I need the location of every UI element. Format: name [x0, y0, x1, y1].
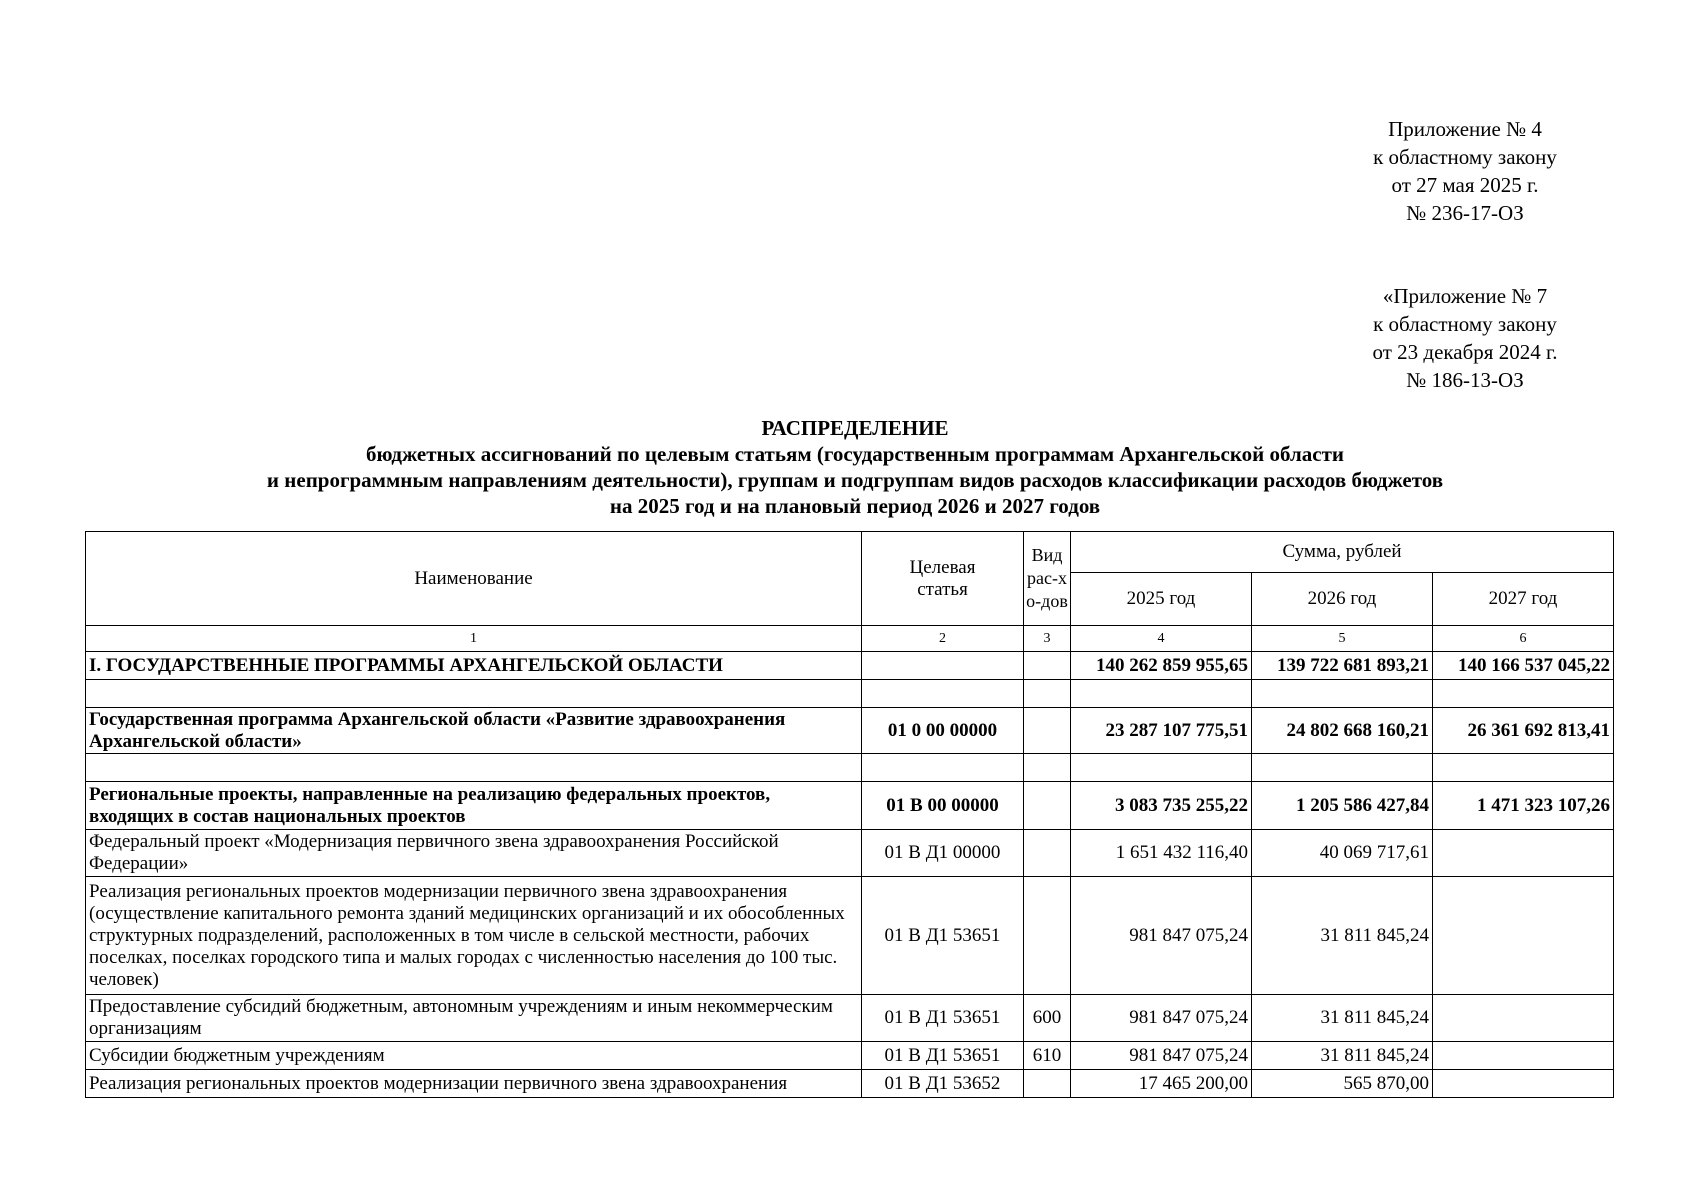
row-type	[1024, 1070, 1071, 1098]
column-number-6: 6	[1433, 626, 1614, 652]
header-2025: 2025 год	[1071, 573, 1252, 626]
appendix-original-line2: к областному закону	[1373, 312, 1557, 336]
appendix-original-line4: № 186-13-ОЗ	[1406, 368, 1524, 392]
header-sum: Сумма, рублей	[1071, 532, 1614, 573]
row-2027: 26 361 692 813,41	[1433, 708, 1614, 754]
row-article: 01 В Д1 53651	[862, 877, 1024, 995]
row-2027: 140 166 537 045,22	[1433, 652, 1614, 680]
row-type	[1024, 782, 1071, 830]
row-2025: 23 287 107 775,51	[1071, 708, 1252, 754]
row-name: Реализация региональных проектов модернизации первичного звена здравоохранения (осуществление капитального ремонта зданий медицинских организаций и их обособленных структурных подразделений, расположенных в том числе в сельской местности, рабочих поселках, поселках городского типа и малых городах с численностью населения до 100 тыс. человек)	[86, 877, 862, 995]
appendix-current-line1: Приложение № 4	[1388, 117, 1542, 141]
row-2025: 17 465 200,00	[1071, 1070, 1252, 1098]
row-2026: 31 811 845,24	[1252, 1042, 1433, 1070]
appendix-current-line2: к областному закону	[1373, 145, 1557, 169]
row-2027	[1433, 1042, 1614, 1070]
appendix-current-block	[1300, 115, 1630, 227]
row-2026: 139 722 681 893,21	[1252, 652, 1433, 680]
spacer-row	[86, 680, 1614, 708]
row-article: 01 В Д1 00000	[862, 830, 1024, 877]
appendix-original-block	[1300, 282, 1630, 394]
row-name: Государственная программа Архангельской области «Развитие здравоохранения Архангельской области»	[86, 708, 862, 754]
row-2026: 31 811 845,24	[1252, 995, 1433, 1042]
table-row	[86, 830, 1614, 877]
row-name: Реализация региональных проектов модернизации первичного звена здравоохранения	[86, 1070, 862, 1098]
row-2025: 3 083 735 255,22	[1071, 782, 1252, 830]
row-2025: 140 262 859 955,65	[1071, 652, 1252, 680]
row-2026: 1 205 586 427,84	[1252, 782, 1433, 830]
row-article: 01 В Д1 53652	[862, 1070, 1024, 1098]
appendix-current-line3: от 27 мая 2025 г.	[1391, 173, 1539, 197]
row-2027	[1433, 830, 1614, 877]
appendix-original-line1: «Приложение № 7	[1382, 284, 1548, 308]
row-name: Региональные проекты, направленные на реализацию федеральных проектов, входящих в состав национальных проектов	[86, 782, 862, 830]
header-expense-type: Вид рас-хо-дов	[1024, 532, 1071, 626]
row-2026: 24 802 668 160,21	[1252, 708, 1433, 754]
row-2025: 981 847 075,24	[1071, 1042, 1252, 1070]
row-2026: 565 870,00	[1252, 1070, 1433, 1098]
header-2026: 2026 год	[1252, 573, 1433, 626]
row-2025: 981 847 075,24	[1071, 877, 1252, 995]
title-line1: бюджетных ассигнований по целевым статьям (государственным программам Архангельской области	[365, 442, 1344, 466]
table-row	[86, 1070, 1614, 1098]
title-line2: и непрограммным направлениям деятельности), группам и подгруппам видов расходов классификации расходов бюджетов	[266, 468, 1444, 492]
row-type: 600	[1024, 995, 1071, 1042]
appendix-original-line3: от 23 декабря 2024 г.	[1372, 340, 1558, 364]
column-number-3: 3	[1024, 626, 1071, 652]
row-2026: 40 069 717,61	[1252, 830, 1433, 877]
column-number-2: 2	[862, 626, 1024, 652]
row-2025: 1 651 432 116,40	[1071, 830, 1252, 877]
column-number-4: 4	[1071, 626, 1252, 652]
row-article: 01 В Д1 53651	[862, 1042, 1024, 1070]
table-row	[86, 995, 1614, 1042]
row-article: 01 0 00 00000	[862, 708, 1024, 754]
row-2025: 981 847 075,24	[1071, 995, 1252, 1042]
row-type	[1024, 877, 1071, 995]
document-title	[85, 415, 1625, 519]
column-number-1: 1	[86, 626, 862, 652]
row-2027	[1433, 877, 1614, 995]
table-row	[86, 1042, 1614, 1070]
row-2027	[1433, 1070, 1614, 1098]
title-line3: на 2025 год и на плановый период 2026 и 2027 годов	[609, 494, 1101, 518]
row-2027: 1 471 323 107,26	[1433, 782, 1614, 830]
appendix-current-line4: № 236-17-ОЗ	[1406, 201, 1524, 225]
row-name: I. ГОСУДАРСТВЕННЫЕ ПРОГРАММЫ АРХАНГЕЛЬСКОЙ ОБЛАСТИ	[86, 652, 862, 680]
row-article	[862, 652, 1024, 680]
table-row	[86, 652, 1614, 680]
header-2027: 2027 год	[1433, 573, 1614, 626]
row-type: 610	[1024, 1042, 1071, 1070]
row-name: Федеральный проект «Модернизация первичного звена здравоохранения Российской Федерации»	[86, 830, 862, 877]
row-article: 01 В 00 00000	[862, 782, 1024, 830]
table-row	[86, 877, 1614, 995]
row-type	[1024, 708, 1071, 754]
spacer-row	[86, 754, 1614, 782]
row-article: 01 В Д1 53651	[862, 995, 1024, 1042]
title-heading: РАСПРЕДЕЛЕНИЕ	[761, 416, 949, 440]
budget-table	[85, 531, 1614, 1098]
row-type	[1024, 652, 1071, 680]
table-row	[86, 708, 1614, 754]
header-name: Наименование	[86, 532, 862, 626]
column-number-5: 5	[1252, 626, 1433, 652]
row-name: Субсидии бюджетным учреждениям	[86, 1042, 862, 1070]
table-row	[86, 782, 1614, 830]
row-type	[1024, 830, 1071, 877]
row-2027	[1433, 995, 1614, 1042]
row-2026: 31 811 845,24	[1252, 877, 1433, 995]
row-name: Предоставление субсидий бюджетным, автономным учреждениям и иным некоммерческим организациям	[86, 995, 862, 1042]
header-target-article: Целевая статья	[862, 532, 1024, 626]
